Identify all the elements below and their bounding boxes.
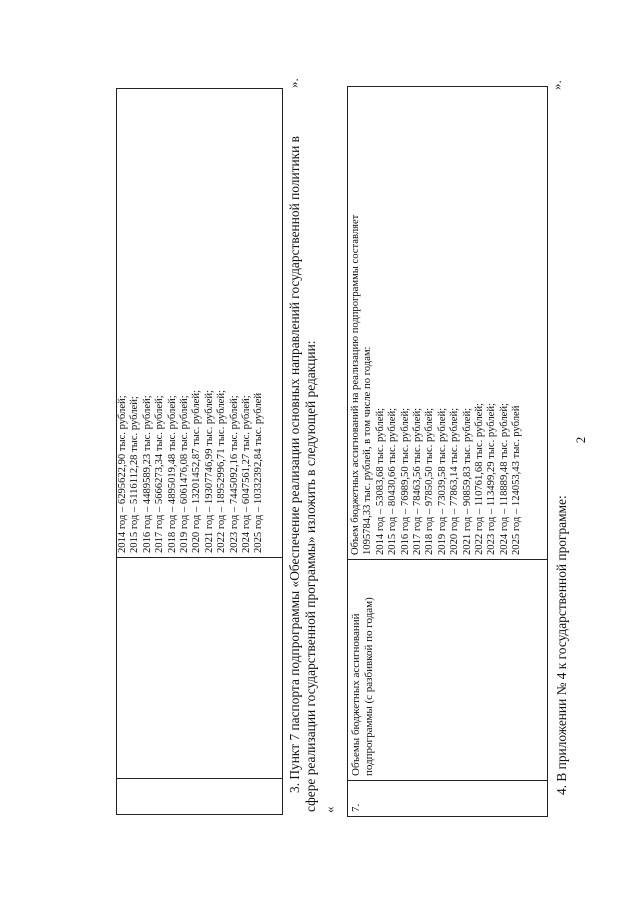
year-line-2023: 2023 год – 113499,29 тыс. рублей; (486, 403, 498, 555)
year-line-2014: 2014 год – 53083,68 тыс. рублей; (374, 407, 386, 555)
opening-quote: « (322, 806, 337, 813)
year-line-2025: 2025 год – 124053,43 тыс. рублей (511, 405, 523, 555)
year-line-2016: 2016 год – 76989,50 тыс. рублей; (399, 407, 411, 555)
total-line: Объем бюджетных ассигнований на реализацию подпрограммы составляет (350, 214, 361, 555)
item-number: 7. (348, 781, 548, 817)
year-line-2015: 2015 год – 80430,66 тыс. рублей; (387, 407, 399, 555)
number-cell (117, 779, 283, 815)
year-line-2022: 2022 год – 18952996,71 тыс. рублей; (216, 390, 228, 553)
year-line-2017: 2017 год – 78463,56 тыс. рублей; (412, 407, 424, 555)
subprogram-passport-table (347, 86, 548, 817)
table-row (117, 89, 283, 815)
year-line-2025: 2025 год – 10332392,84 тыс. рублей (253, 392, 265, 553)
year-line-2019: 2019 год – 73039,58 тыс. рублей; (436, 407, 448, 555)
paragraph-3-line-2: сфере реализации государственной программы» изложить в следующей редакции: (303, 340, 318, 812)
year-line-2024: 2024 год – 6047561,27 тыс. рублей; (241, 395, 253, 553)
year-line-2017: 2017 год – 5666273,34 тыс. рублей; (154, 395, 166, 553)
closing-quote: ». (549, 80, 564, 90)
page-number: 2 (573, 436, 588, 444)
year-line-2024: 2024 год – 118889,48 тыс. рублей; (498, 403, 510, 555)
year-line-2015: 2015 год – 5116112,28 тыс. рублей; (129, 396, 141, 553)
financing-table-continuation (116, 88, 283, 815)
year-line-2021: 2021 год – 90859,83 тыс. рублей; (461, 407, 473, 555)
table-row (348, 87, 548, 817)
year-line-2022: 2022 год – 110761,68 тыс. рублей; (474, 403, 486, 555)
paragraph-4: 4. В приложении № 4 к государственной программе: (554, 495, 569, 795)
values-cell (117, 89, 283, 558)
total-amount-line: 1095784,33 тыс. рублей, в том числе по годам: (362, 346, 374, 555)
year-line-2019: 2019 год – 6061476,08 тыс. рублей; (179, 395, 191, 553)
year-line-2016: 2016 год – 4489589,23 тыс. рублей; (141, 395, 153, 553)
label-cell (117, 558, 283, 779)
year-line-2018: 2018 год – 4895019,48 тыс. рублей; (166, 395, 178, 553)
paragraph-3-line-1: 3. Пункт 7 паспорта подпрограммы «Обеспечение реализации основных направлений государственной политики в (287, 136, 302, 793)
year-line-2021: 2021 год – 19307746,99 тыс. рублей; (203, 390, 215, 553)
closing-quote: ». (286, 78, 301, 88)
item-label: Объемы бюджетных ассигнований подпрограммы (с разбивкой по годам) (348, 560, 548, 781)
year-line-2018: 2018 год – 97850,50 тыс. рублей; (424, 407, 436, 555)
values-cell (348, 87, 548, 560)
year-line-2023: 2023 год – 7445092,16 тыс. рублей; (228, 395, 240, 553)
year-line-2020: 2020 год – 77863,14 тыс. рублей; (449, 407, 461, 555)
year-line-2014: 2014 год – 6295622,90 тыс. рублей; (117, 395, 128, 553)
year-line-2020: 2020 год – 13201452,87 тыс. рублей; (191, 390, 203, 553)
